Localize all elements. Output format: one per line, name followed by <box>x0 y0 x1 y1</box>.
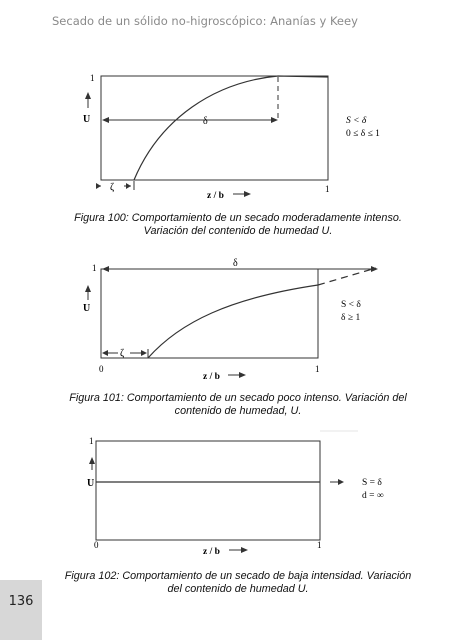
fig101-condition-2: δ ≥ 1 <box>341 313 361 323</box>
fig101-x-label: z / b <box>203 372 220 382</box>
fig102-frame <box>96 441 320 540</box>
fig100-condition-2: 0 ≤ δ ≤ 1 <box>346 129 380 139</box>
fig100-zeta-label: ζ <box>110 182 115 193</box>
fig100-condition-1: S < δ <box>346 116 367 126</box>
fig102-u-arrowhead <box>89 457 95 464</box>
fig102-x-tick-end: 1 <box>317 540 322 550</box>
fig102-condition-1: S = δ <box>362 478 382 488</box>
fig101-x-tick-end: 1 <box>315 364 320 374</box>
fig102-y-tick: 1 <box>89 436 94 446</box>
fig102-condition-2: d = ∞ <box>362 491 384 501</box>
fig102-caption: Figura 102: Comportamiento de un secado de baja intensidad. Variación del contenido de humedad U. <box>64 570 412 595</box>
fig102-x-tick-start: 0 <box>94 540 99 550</box>
fig100-caption: Figura 100: Comportamiento de un secado moderadamente intenso. Variación del contenido de humedad U. <box>74 212 402 237</box>
fig101-delta-label: δ <box>233 258 238 269</box>
fig101-condition-1: S < δ <box>341 300 361 310</box>
running-header: Secado de un sólido no-higroscópico: Ananías y Keey <box>52 14 358 28</box>
fig100-y-label: U <box>83 114 91 125</box>
fig102-cond-arrowhead <box>338 479 344 485</box>
fig102-y-label: U <box>87 478 95 489</box>
fig101-x-tick-start: 0 <box>99 364 104 374</box>
fig100-x-tick-end: 1 <box>325 184 330 194</box>
fig101-y-label: U <box>83 303 91 314</box>
fig100-x-label: z / b <box>207 191 224 201</box>
page-number: 136 <box>8 594 34 609</box>
page-number-tab <box>0 580 42 640</box>
fig102-x-label: z / b <box>203 547 220 557</box>
fig100-delta-label: δ <box>203 116 208 127</box>
fig101-zeta-label: ζ <box>120 348 125 359</box>
fig102-x-arrowhead <box>241 547 248 553</box>
fig100-y-tick: 1 <box>90 73 95 83</box>
fig101-y-tick: 1 <box>92 263 97 273</box>
fig101-caption: Figura 101: Comportamiento de un secado poco intenso. Variación del contenido de humedad, U. <box>69 392 407 417</box>
